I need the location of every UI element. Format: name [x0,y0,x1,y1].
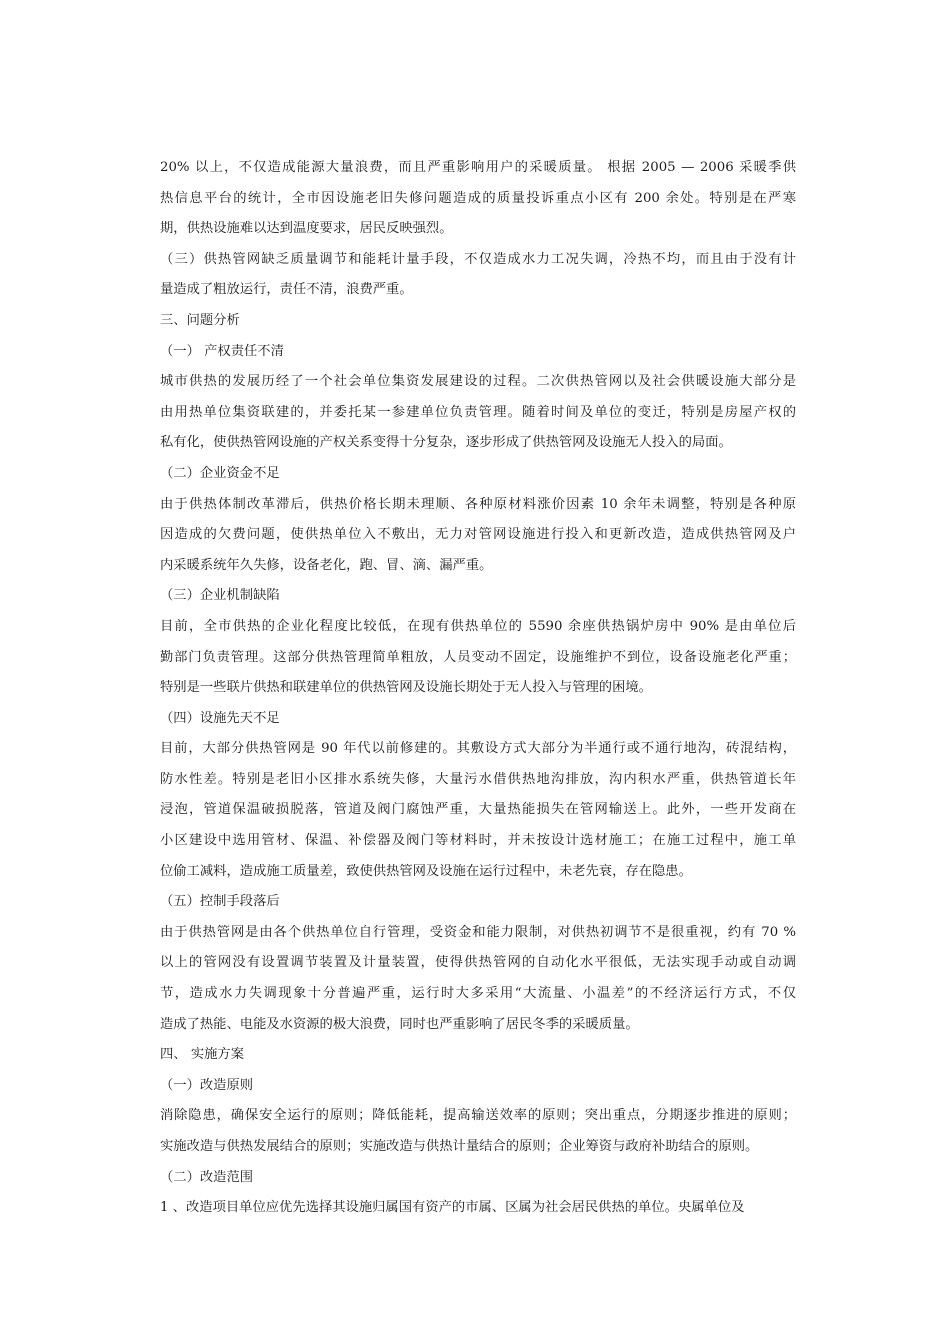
paragraph-ownership [160,367,796,459]
section-heading-analysis: 三、问题分析 [160,312,240,328]
paragraph-funding [160,490,796,582]
text-line: 因造成的欠费问题，使供热单位入不敷出，无力对管网设施进行投入和更新改造，造成供热管网及户 [160,527,796,543]
text-line: 以上的管网没有设置调节装置及计量装置，使得供热管网的自动化水平很低，无法实现手动或自动调 [160,955,796,971]
paragraph-scope-item-1 [160,1193,796,1224]
text-line: 节，造成水力失调现象十分普遍严重，运行时大多采用“大流量、小温差”的不经济运行方式，不仅 [160,986,796,1002]
text-line: 防水性差。特别是老旧小区排水系统失修，大量污水借供热地沟排放，沟内积水严重，供热管道长年 [160,771,796,787]
subheading-ownership: （一） 产权责任不清 [160,343,284,359]
text-line: 由用热单位集资联建的，并委托某一参建单位负责管理。随着时间及单位的变迁，特别是房屋产权的 [160,404,796,420]
text-line: 由于供热管网是由各个供热单位自行管理，受资金和能力限制，对供热初调节不是很重视，约有 70 % [160,924,796,940]
text-line: 内采暖系统年久失修，设备老化，跑、冒、滴、漏严重。 [160,557,493,573]
paragraph-control [160,918,796,1040]
text-line: 由于供热体制改革滞后，供热价格长期未理顺、各种原材料涨价因素 10 余年未调整，特别是各种原 [160,496,796,512]
paragraph-complaint-stats [160,153,796,245]
subheading-control: （五）控制手段落后 [160,894,280,910]
paragraph-mechanism [160,612,796,704]
subheading-facilities: （四）设施先天不足 [160,710,280,726]
paragraph-facilities [160,734,796,887]
text-line: 热信息平台的统计，全市因设施老旧失修问题造成的质量投诉重点小区有 200 余处。特别是在严寒 [160,190,796,206]
text-line: 特别是一些联片供热和联建单位的供热管网及设施长期处于无人投入与管理的困境。 [160,680,652,696]
text-line: 消除隐患，确保安全运行的原则；降低能耗，提高输送效率的原则；突出重点，分期逐步推进的原则； [160,1108,796,1124]
text-line: 私有化，使供热管网设施的产权关系变得十分复杂，逐步形成了供热管网及设施无人投入的局面。 [160,435,732,451]
text-line: 小区建设中选用管材、保温、补偿器及阀门等材料时，并未按设计选材施工；在施工过程中，施工单 [160,833,796,849]
section-heading-plan: 四、 实施方案 [160,1047,245,1063]
subheading-funding: （二）企业资金不足 [160,465,280,481]
subheading-scope: （二）改造范围 [160,1169,254,1185]
text-line: 位偷工减料，造成施工质量差，致使供热管网及设施在运行过程中，未老先衰，存在隐患。 [160,863,692,879]
text-line: 目前，大部分供热管网是 90 年代以前修建的。其敷设方式大部分为半通行或不通行地沟，砖混结构， [160,741,796,757]
paragraph-principles [160,1101,796,1162]
text-line: 20% 以上，不仅造成能源大量浪费，而且严重影响用户的采暖质量。 根据 2005 — 2006 采暖季供 [160,160,796,175]
text-line: 期，供热设施难以达到温度要求，居民反映强烈。 [160,221,453,237]
paragraph-regulation-means [160,245,796,306]
text-line: 浸泡，管道保温破损脱落，管道及阀门腐蚀严重，大量热能损失在管网输送上。此外，一些开发商在 [160,802,796,818]
text-line: 1 、改造项目单位应优先选择其设施归属国有资产的市属、区属为社会居民供热的单位。央属单位及 [160,1200,745,1216]
subheading-mechanism: （三）企业机制缺陷 [160,588,280,604]
subheading-principles: （一）改造原则 [160,1077,254,1093]
text-line: 目前，全市供热的企业化程度比较低，在现有供热单位的 5590 余座供热锅炉房中 90% 是由单位后 [160,618,796,634]
text-line: 量造成了粗放运行，责任不清，浪费严重。 [160,282,413,298]
text-line: 勤部门负责管理。这部分供热管理简单粗放，人员变动不固定，设施维护不到位，设备设施老化严重； [160,649,796,665]
document-page [160,153,796,1224]
text-line: 城市供热的发展历经了一个社会单位集资发展建设的过程。二次供热管网以及社会供暖设施大部分是 [160,374,796,390]
text-line: （三）供热管网缺乏质量调节和能耗计量手段，不仅造成水力工况失调，冷热不均，而且由于没有计 [160,251,796,267]
text-line: 实施改造与供热发展结合的原则；实施改造与供热计量结合的原则；企业筹资与政府补助结合的原则。 [160,1139,759,1154]
text-line: 造成了热能、电能及水资源的极大浪费，同时也严重影响了居民冬季的采暖质量。 [160,1016,639,1032]
